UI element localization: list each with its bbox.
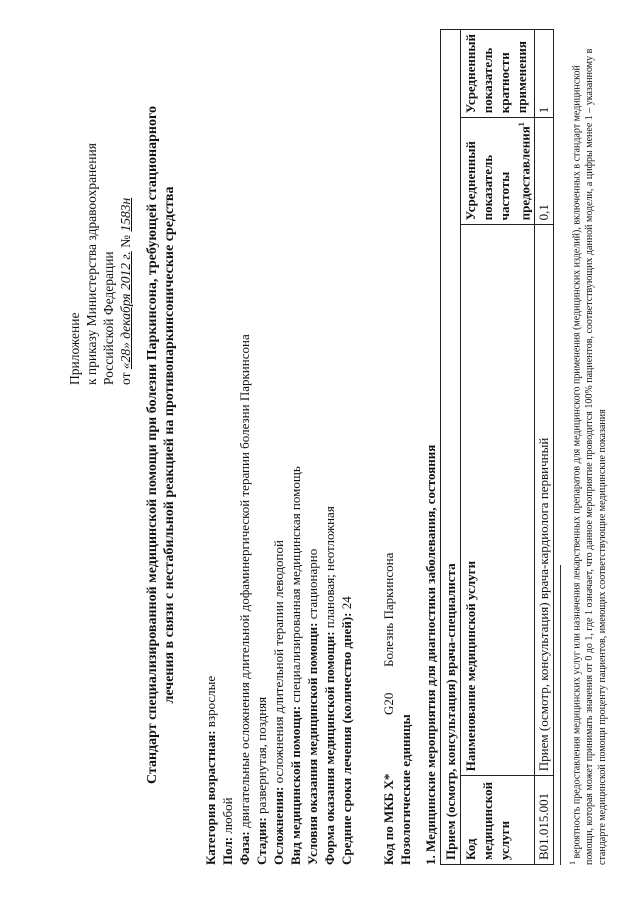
mkb-nosology-label: Нозологические единицы — [398, 714, 413, 865]
meta-value: осложнения длительной терапии леводопой — [271, 540, 286, 787]
meta-row — [338, 334, 355, 865]
footnote-separator — [560, 565, 561, 865]
meta-label: Форма оказания медицинской помощи: — [322, 631, 337, 865]
meta-label: Условия оказания медицинской помощи: — [305, 622, 320, 865]
meta-value: развернутая, поздняя — [254, 696, 269, 818]
appendix-date-line — [117, 143, 134, 385]
meta-label: Стадия: — [254, 817, 269, 865]
meta-value: специализированная медицинская помощь — [288, 466, 303, 706]
meta-row — [253, 334, 270, 865]
meta-label: Фаза: — [237, 831, 252, 865]
footnote-ref: 1 — [517, 122, 526, 127]
cell-mult: 1 — [535, 30, 554, 118]
meta-value: плановая; неотложная — [322, 506, 337, 632]
mkb-code-row — [380, 505, 397, 865]
cell-freq: 0,1 — [535, 118, 554, 225]
meta-value: любой — [220, 797, 235, 837]
standard-meta — [202, 334, 355, 865]
col-header-code: Код медицинской услуги — [461, 776, 535, 865]
title-line: Стандарт специализированной медицинской помощи при болезни Паркинсона, требующей стационарного — [145, 106, 160, 784]
table-row — [535, 30, 554, 865]
meta-label: Осложнения: — [271, 786, 286, 865]
cell-name: Прием (осмотр, консультация) врача-кардиолога первичный — [535, 225, 554, 776]
mkb-code-value: G20 — [381, 692, 396, 715]
meta-value: 24 — [339, 596, 354, 613]
footnote — [566, 35, 609, 865]
meta-label: Вид медицинской помощи: — [288, 705, 303, 865]
appendix-block — [66, 143, 134, 385]
meta-value: двигательные осложнения длительной дофаминергической терапии болезни Паркинсона — [237, 334, 252, 832]
col-header-freq-text: Усредненный показатель частоты предоставления — [463, 126, 533, 221]
meta-row — [321, 334, 338, 865]
table-header-row — [461, 30, 535, 865]
appendix-line: Приложение — [67, 312, 82, 385]
services-table — [440, 29, 554, 865]
col-header-name: Наименование медицинской услуги — [461, 225, 535, 776]
mkb-code-desc: Болезнь Паркинсона — [381, 552, 396, 667]
table-group-header: Прием (осмотр, консультация) врача-специалиста — [441, 30, 461, 865]
footnote-marker: 1 — [568, 861, 577, 865]
meta-value: взрослые — [203, 675, 218, 731]
number-prefix: № — [118, 234, 133, 248]
appendix-line: Российской Федерации — [101, 251, 116, 385]
cell-code: B01.015.001 — [535, 776, 554, 865]
date-prefix: от — [118, 372, 133, 385]
meta-row — [304, 334, 321, 865]
meta-row — [287, 334, 304, 865]
title-line: лечения в связи с нестабильной реакцией на противопаркинсонические средства — [162, 186, 177, 704]
footnote-text: вероятность предоставления медицинских услуг или назначения лекарственных препаратов для медицинского применения (медицинских изделий), включенных в стандарт медицинской помощи, которая может принимать значения от 0 до 1, где 1 означает, что данное мероприятие проводится 100% пациентов, соответствующих данной модели, а цифры менее 1 – указанному в стандарте медицинской помощи проценту пациентов, имеющих соответствующие медицинские показания — [571, 48, 609, 865]
meta-label: Пол: — [220, 836, 235, 865]
number-value: 1583н — [118, 197, 133, 232]
col-header-mult: Усредненный показатель кратности применения — [461, 30, 535, 118]
meta-label: Категория возрастная: — [203, 730, 218, 865]
table-group-row — [441, 30, 461, 865]
meta-row — [202, 334, 219, 865]
col-header-freq — [461, 118, 535, 225]
meta-label: Средние сроки лечения (количество дней): — [339, 612, 354, 865]
appendix-line: к приказу Министерства здравоохранения — [84, 143, 99, 385]
document-title — [144, 25, 178, 865]
date-value: «28» декабря 2012 г. — [118, 251, 133, 370]
mkb-nosology-row — [397, 505, 414, 865]
meta-row — [236, 334, 253, 865]
meta-row — [219, 334, 236, 865]
meta-value: стационарно — [305, 548, 320, 623]
mkb-code-label: Код по МКБ X* — [381, 773, 396, 865]
meta-row — [270, 334, 287, 865]
section-title: 1. Медицинские мероприятия для диагностики заболевания, состояния — [423, 444, 438, 865]
mkb-block — [380, 505, 414, 865]
